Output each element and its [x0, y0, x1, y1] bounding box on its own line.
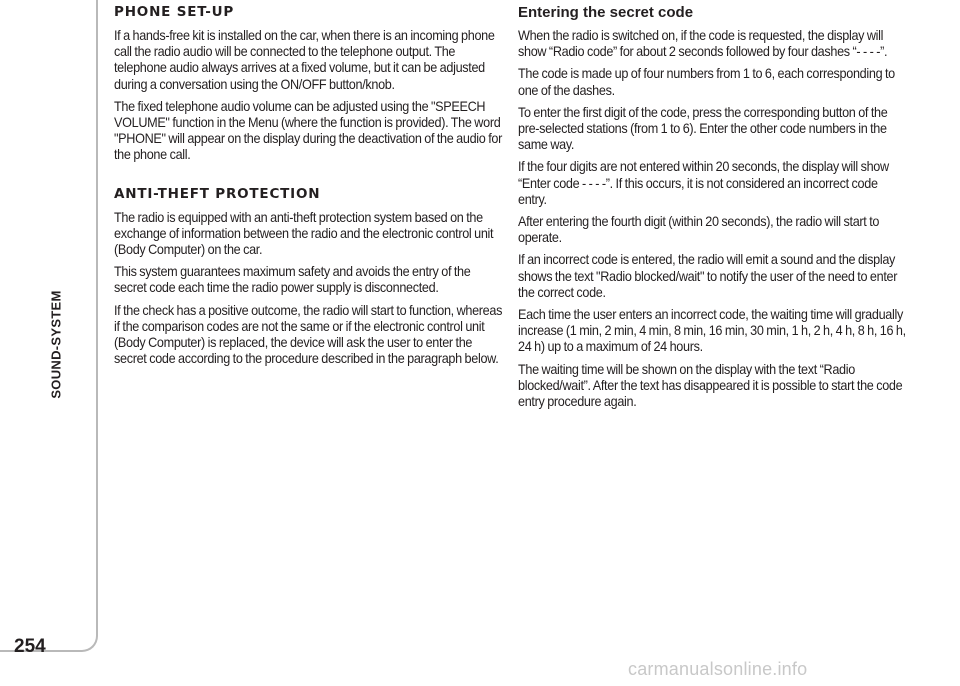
secret-code-paragraph: When the radio is switched on, if the code is requested, the display will show “Radio code” for about 2 seconds followed by four dashes “- - - -”.: [518, 28, 888, 60]
secret-code-paragraph: After entering the fourth digit (within 20 seconds), the radio will start to operate.: [518, 214, 880, 246]
secret-code-paragraph: The code is made up of four numbers from 1 to 6, each corresponding to one of the dashes.: [518, 66, 895, 98]
phone-paragraph: If a hands-free kit is installed on the car, when there is an incoming phone call the radio audio will be connected to the telephone output. The telephone audio always arrives at a fixed volume, but it can be adjusted during a conversation using the ON/OFF button/knob.: [114, 28, 495, 92]
section-tab: [40, 264, 72, 424]
anti-theft-paragraph: This system guarantees maximum safety and avoids the entry of the secret code each time the radio power supply is disconnected.: [114, 264, 471, 296]
anti-theft-heading: ANTI-THEFT PROTECTION: [114, 185, 321, 202]
section-tab-label: SOUND-SYSTEM: [48, 289, 64, 399]
secret-code-paragraph: To enter the first digit of the code, press the corresponding button of the pre-selected stations (from 1 to 6). Enter the other code numbers in the same way.: [518, 104, 888, 153]
phone-paragraph: The fixed telephone audio volume can be adjusted using the "SPEECH VOLUME" function in the Menu (where the function is provided). The word "PHONE" will appear on the display during the deactivation of the audio for the phone call.: [114, 98, 502, 163]
secret-code-paragraph: If an incorrect code is entered, the radio will emit a sound and the display shows the text "Radio blocked/wait" to notify the user of the need to enter the correct code.: [518, 252, 898, 300]
secret-code-paragraph: Each time the user enters an incorrect code, the waiting time will gradually increase (1 min, 2 min, 4 min, 8 min, 16 min, 30 min, 1 h, 2 h, 4 h, 8 h, 16 h, 24 h) up to a maximum of 24 hours.: [518, 307, 906, 355]
secret-code-heading: Entering the secret code: [518, 4, 694, 21]
phone-setup-heading: PHONE SET-UP: [114, 4, 235, 20]
watermark: carmanualsonline.info: [628, 659, 808, 679]
secret-code-paragraph: The waiting time will be shown on the display with the text “Radio blocked/wait”. After the text has disappeared it is possible to start the code entry procedure again.: [518, 361, 903, 410]
anti-theft-paragraph: If the check has a positive outcome, the radio will start to function, whereas if the comparison codes are not the same or if the electronic control unit (Body Computer) is replaced, the device will ask the user to enter the secret code according to the procedure described in the paragraph below.: [114, 302, 503, 367]
page-number: 254: [14, 636, 46, 657]
anti-theft-paragraph: The radio is equipped with an anti-theft protection system based on the exchange of information between the radio and the electronic control unit (Body Computer) on the car.: [114, 209, 494, 258]
secret-code-paragraph: If the four digits are not entered within 20 seconds, the display will show “Enter code - - - -”. If this occurs, it is not considered an incorrect code entry.: [518, 159, 889, 207]
right-column: [518, 4, 910, 416]
left-column: [114, 4, 504, 373]
